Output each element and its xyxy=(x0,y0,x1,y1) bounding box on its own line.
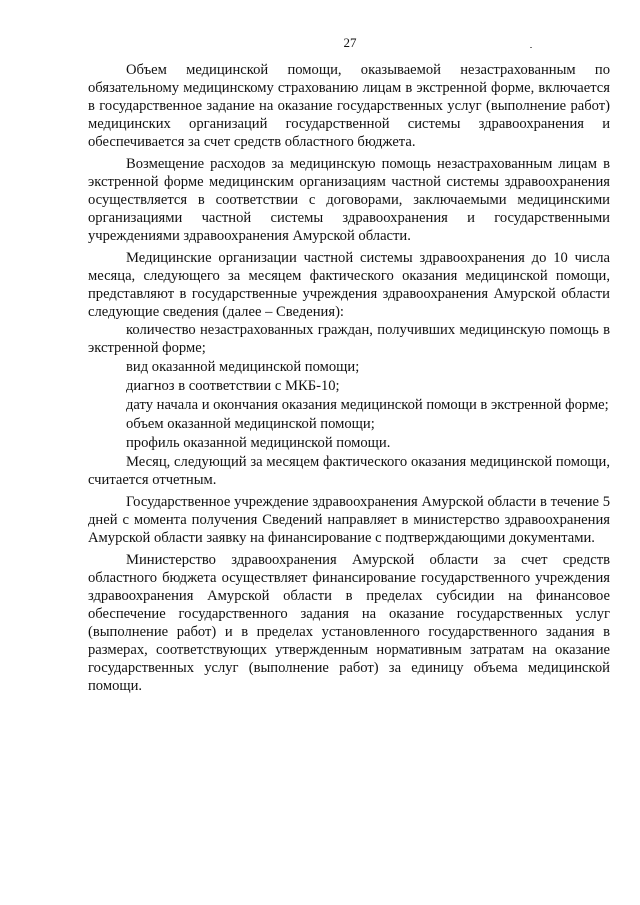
paragraph-funding-scope: Объем медицинской помощи, оказываемой незастрахованным по обязательному медицинскому страхованию лицам в экстренной форме, включается в государственное задание на оказание государственных услуг (выполнение работ) медицинских организаций государственной системы здравоохранения и обеспечивается за счет средств областного бюджета. xyxy=(88,62,610,150)
paragraph-reimbursement: Возмещение расходов за медицинскую помощь незастрахованным лицам в экстренной форме медицинским организациям частной системы здравоохранения осуществляется в соответствии с договорами, заключаемыми медицинскими организациями частной системы здравоохранения и государственными учреждениями здравоохранения Амурской области. xyxy=(88,156,610,244)
paragraph-reporting-month: Месяц, следующий за месяцем фактического оказания медицинской помощи, считается отчетным. xyxy=(88,454,610,488)
list-item-care-volume: объем оказанной медицинской помощи; xyxy=(126,416,375,432)
paragraph-reporting-deadline: Медицинские организации частной системы здравоохранения до 10 числа месяца, следующего за месяцем фактического оказания медицинской помощи, представляют в государственные учреждения здравоохранения Амурской области следующие сведения (далее – Сведения): xyxy=(88,250,610,320)
paragraph-ministry-financing: Министерство здравоохранения Амурской области за счет средств областного бюджета осуществляет финансирование государственного учреждения здравоохранения Амурской области в пределах субсидии на финансовое обеспечение государственного задания на оказание государственных услуг (выполнение работ) и в пределах установленного государственного задания в размерах, соответствующих утвержденным нормативным затратам на оказание государственных услуг (выполнение работ) за единицу объема медицинской помощи. xyxy=(88,552,610,694)
document-body xyxy=(88,61,610,695)
list-item-care-type: вид оказанной медицинской помощи; xyxy=(126,359,360,375)
page-number: 27 xyxy=(343,35,357,50)
list-item-care-dates: дату начала и окончания оказания медицинской помощи в экстренной форме; xyxy=(126,397,609,413)
list-item-care-profile: профиль оказанной медицинской помощи. xyxy=(126,435,391,451)
scan-speck xyxy=(530,47,532,48)
list-item-uninsured-count: количество незастрахованных граждан, получивших медицинскую помощь в экстренной форме; xyxy=(88,322,610,356)
list-item-diagnosis: диагноз в соответствии с МКБ-10; xyxy=(126,378,340,394)
paragraph-funding-request: Государственное учреждение здравоохранения Амурской области в течение 5 дней с момента получения Сведений направляет в министерство здравоохранения Амурской области заявку на финансирование с подтверждающими документами. xyxy=(88,494,610,546)
